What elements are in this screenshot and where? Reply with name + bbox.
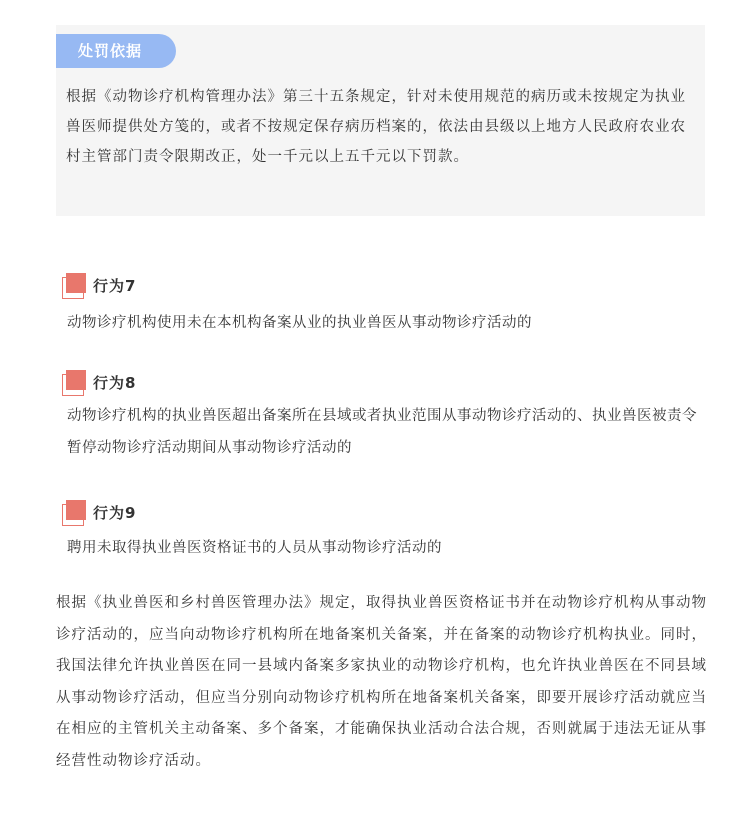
behavior-item [60, 500, 710, 556]
penalty-basis-tag: 处罚依据 [56, 34, 176, 68]
square-bullet-icon [60, 370, 86, 396]
behavior-item [60, 273, 710, 331]
penalty-basis-section [56, 25, 705, 216]
behavior-description: 聘用未取得执业兽医资格证书的人员从事动物诊疗活动的 [67, 540, 442, 556]
behavior-description: 动物诊疗机构使用未在本机构备案从业的执业兽医从事动物诊疗活动的 [67, 315, 532, 331]
square-bullet-icon [60, 500, 86, 526]
behavior-title: 行为8 [93, 374, 137, 392]
square-bullet-icon [60, 273, 86, 299]
penalty-basis-text: 根据《动物诊疗机构管理办法》第三十五条规定，针对未使用规范的病历或未按规定为执业兽医师提供处方笺的，或者不按规定保存病历档案的，依法由县级以上地方人民政府农业农村主管部门责令限期改正，处一千元以上五千元以下罚款。 [66, 89, 686, 165]
behavior-title: 行为9 [93, 504, 137, 522]
behavior-title: 行为7 [93, 277, 137, 295]
behavior-description: 动物诊疗机构的执业兽医超出备案所在县域或者执业范围从事动物诊疗活动的、执业兽医被责令暂停动物诊疗活动期间从事动物诊疗活动的 [67, 408, 697, 456]
behavior-item [60, 370, 710, 456]
law-explanation-paragraph: 根据《执业兽医和乡村兽医管理办法》规定，取得执业兽医资格证书并在动物诊疗机构从事动物诊疗活动的，应当向动物诊疗机构所在地备案机关备案，并在备案的动物诊疗机构执业。同时，我国法律允许执业兽医在同一县域内备案多家执业的动物诊疗机构，也允许执业兽医在不同县域从事动物诊疗活动，但应当分别向动物诊疗机构所在地备案机关备案，即要开展诊疗活动就应当在相应的主管机关主动备案、多个备案，才能确保执业活动合法合规，否则就属于违法无证从事经营性动物诊疗活动。 [56, 595, 707, 769]
